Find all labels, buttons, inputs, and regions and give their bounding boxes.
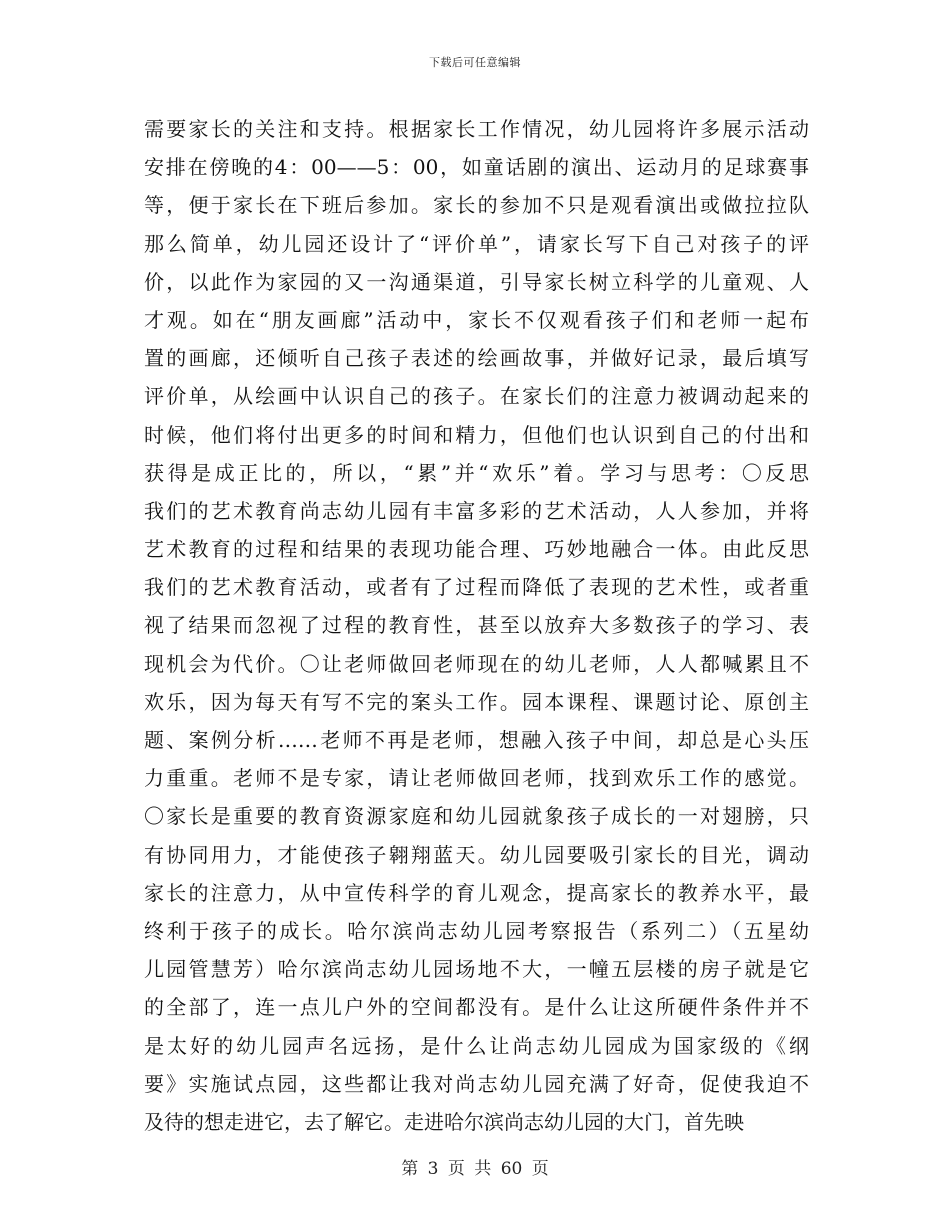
text-line: 是太好的幼儿园声名远扬，是什么让尚志幼儿园成为国家级的《纲 [144, 1033, 809, 1058]
text-line: 艺术教育的过程和结果的表现功能合理、巧妙地融合一体。由此反思 [144, 537, 809, 562]
text-line: 置的画廊，还倾听自己孩子表述的绘画故事，并做好记录，最后填写 [144, 346, 809, 371]
text-line: 获得是成正比的，所以，“累”并“欢乐”着。学习与思考：〇反思 [144, 460, 809, 485]
page-number-footer: 第 3 页 共 60 页 [401, 1159, 549, 1179]
text-line: 时候，他们将付出更多的时间和精力，但他们也认识到自己的付出和 [144, 422, 809, 447]
text-line: 力重重。老师不是专家，请让老师做回老师，找到欢乐工作的感觉。 [144, 766, 809, 791]
text-line: 儿园管慧芳）哈尔滨尚志幼儿园场地不大，一幢五层楼的房子就是它 [144, 957, 809, 982]
document-body [144, 110, 809, 1141]
text-line: 〇家长是重要的教育资源家庭和幼儿园就象孩子成长的一对翅膀，只 [144, 804, 809, 829]
text-line: 需要家长的关注和支持。根据家长工作情况，幼儿园将许多展示活动 [144, 117, 809, 141]
text-line: 我们的艺术教育尚志幼儿园有丰富多彩的艺术活动，人人参加，并将 [144, 498, 809, 523]
text-line: 安排在傍晚的4：00——5：00，如童话剧的演出、运动月的足球赛事 [144, 155, 809, 180]
text-line: 有协同用力，才能使孩子翱翔蓝天。幼儿园要吸引家长的目光，调动 [144, 842, 809, 867]
text-line: 终利于孩子的成长。哈尔滨尚志幼儿园考察报告（系列二）（五星幼 [144, 918, 809, 943]
text-line: 我们的艺术教育活动，或者有了过程而降低了表现的艺术性，或者重 [144, 575, 809, 600]
text-line: 现机会为代价。〇让老师做回老师现在的幼儿老师，人人都喊累且不 [144, 651, 809, 676]
text-line: 评价单，从绘画中认识自己的孩子。在家长们的注意力被调动起来的 [144, 384, 809, 409]
text-line: 家长的注意力，从中宣传科学的育儿观念，提高家长的教养水平，最 [144, 880, 809, 905]
text-line: 才观。如在“朋友画廊”活动中，家长不仅观看孩子们和老师一起布 [144, 307, 809, 332]
text-line: 等，便于家长在下班后参加。家长的参加不只是观看演出或做拉拉队 [144, 193, 809, 218]
text-line: 的全部了，连一点儿户外的空间都没有。是什么让这所硬件条件并不 [144, 995, 809, 1020]
text-line: 欢乐，因为每天有写不完的案头工作。园本课程、课题讨论、原创主 [144, 689, 809, 714]
text-line: 视了结果而忽视了过程的教育性，甚至以放弃大多数孩子的学习、表 [144, 613, 809, 638]
text-line: 那么简单，幼儿园还设计了“评价单”，请家长写下自己对孩子的评 [144, 231, 809, 256]
page-header: 下载后可任意编辑 [429, 56, 521, 69]
text-line: 价，以此作为家园的又一沟通渠道，引导家长树立科学的儿童观、人 [144, 269, 809, 294]
text-line: 及待的想走进它，去了解它。走进哈尔滨尚志幼儿园的大门，首先映 [144, 1109, 744, 1134]
text-line: 要》实施试点园，这些都让我对尚志幼儿园充满了好奇，促使我迫不 [144, 1071, 809, 1096]
text-line: 题、案例分析……老师不再是老师，想融入孩子中间，却总是心头压 [144, 728, 809, 752]
